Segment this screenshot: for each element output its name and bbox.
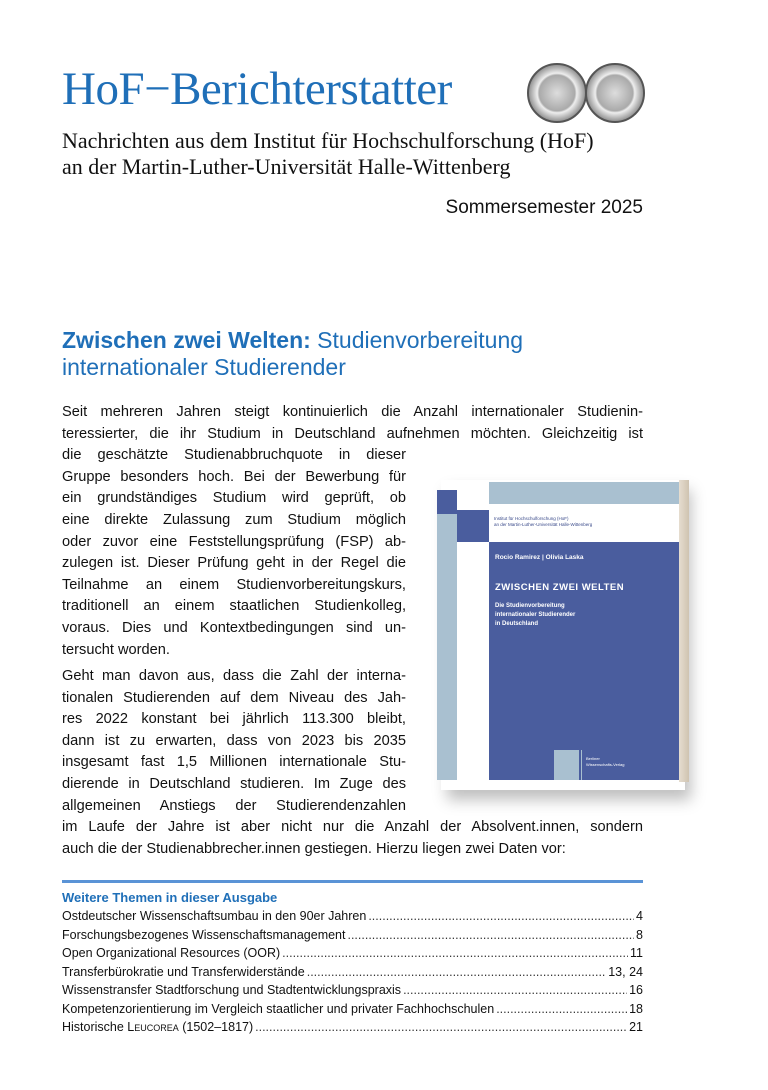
toc-item (62, 907, 643, 926)
toc-item (62, 944, 643, 963)
toc-item-title: Forschungsbezogenes Wissenschaftsmanagement (62, 927, 346, 942)
toc-page-number: 13, 24 (608, 964, 643, 979)
book-subtitle: internationaler Studierender (495, 612, 576, 618)
toc-leader-dots (307, 963, 607, 982)
masthead-title: HoF−Berichterstatter (62, 63, 452, 115)
toc-item-title: Ostdeutscher Wissenschaftsumbau in den 90er Jahren (62, 909, 367, 923)
body-text-line: auch die der Studienabbrecher.innen gestiegen. Hierzu liegen zwei Daten vor: (62, 840, 566, 857)
toc-divider (62, 880, 643, 883)
body-text-line: Gruppe besonders hoch. Bei der Bewerbung für (62, 468, 406, 485)
body-text-line: dann ist zu erwarten, dass von 2023 bis 2035 (62, 732, 406, 749)
toc-item (62, 1018, 643, 1037)
body-text-line: dierende in Deutschland studieren. Im Zuge des (62, 776, 406, 792)
university-seal-icon (527, 63, 587, 123)
table-of-contents (62, 880, 643, 1037)
toc-leader-dots (282, 944, 628, 963)
toc-item (62, 981, 643, 1000)
body-text-line: tionalen Studierenden auf dem Niveau des Jah- (62, 689, 406, 706)
toc-leader-dots (403, 981, 627, 1000)
toc-item-title: Transferbürokratie und Transferwiderstände (62, 964, 305, 979)
masthead-subtitle: an der Martin-Luther-Universität Halle-Wittenberg (62, 154, 511, 179)
university-seal-icon (585, 63, 645, 123)
toc-item-title (62, 1018, 253, 1037)
body-text-line: Geht man davon aus, dass die Zahl der interna- (62, 668, 406, 684)
body-text-line: eine direkte Zulassung zum Studium möglich (62, 512, 406, 528)
masthead-subtitle: Nachrichten aus dem Institut für Hochschulforschung (HoF) (62, 128, 594, 153)
book-cover-image (437, 470, 689, 790)
toc-heading: Weitere Themen in dieser Ausgabe (62, 890, 278, 905)
toc-leader-dots (496, 1000, 627, 1019)
toc-leader-dots (368, 907, 634, 926)
toc-item (62, 1000, 643, 1019)
book-institute: an der Martin-Luther-Universität Halle-Wittenberg (494, 522, 593, 527)
article-title (62, 327, 523, 381)
body-text-line: tersucht worden. (62, 641, 170, 658)
body-text-line: zulegen ist. Dieser Prüfung geht in der Regel die (62, 555, 406, 572)
body-text-line: Seit mehreren Jahren steigt kontinuierlich die Anzahl internationaler Studienin- (62, 404, 643, 420)
toc-item-title-part: Leucorea (127, 1020, 179, 1034)
body-text-line: teressierter, die ihr Studium in Deutschland aufnehmen möchten. Gleichzeitig ist (62, 425, 643, 442)
toc-page-number: 8 (636, 927, 643, 942)
article-title-bold: Zwischen zwei Welten: (62, 327, 311, 353)
book-publisher: Berliner (586, 756, 600, 761)
body-text-line: oder zuvor eine Feststellungsprüfung (FSP) ab- (62, 533, 406, 550)
book-subtitle: Die Studienvorbereitung (495, 603, 565, 609)
book-subtitle: in Deutschland (495, 621, 539, 627)
toc-leader-dots (255, 1018, 627, 1037)
toc-item (62, 963, 643, 982)
toc-item (62, 926, 643, 945)
toc-page-number: 21 (629, 1020, 643, 1034)
article-title-rest: Studienvorbereitung (310, 327, 524, 353)
toc-leader-dots (347, 926, 634, 945)
toc-page-number: 18 (629, 1001, 643, 1016)
book-authors: Rocio Ramirez | Olivia Laska (495, 554, 584, 561)
body-text-line: die geschätzte Studienabbruchquote in dieser (62, 447, 406, 464)
book-institute: Institut für Hochschulforschung (HoF) (494, 516, 569, 521)
body-text-line: voraus. Dies und Kontextbedingungen sind un- (62, 620, 406, 636)
toc-item-title: Open Organizational Resources (OOR) (62, 946, 281, 960)
book-publisher: Wissenschafts-Verlag (586, 762, 625, 767)
article-title-rest: internationaler Studierender (62, 354, 346, 380)
body-text-line: insgesamt fast 1,5 Millionen internationale Stu- (62, 754, 406, 771)
body-text-line: ein grundständiges Studium wird geprüft, ob (62, 490, 406, 507)
toc-page-number: 16 (629, 983, 643, 997)
toc-item-title: Wissenstransfer Stadtforschung und Stadtentwicklungspraxis (62, 983, 402, 997)
toc-item-title: Kompetenzorientierung im Vergleich staatlicher und privater Fachhochschulen (62, 1001, 495, 1016)
body-text-line: res 2022 konstant bei jährlich 113.300 bleibt, (62, 711, 406, 728)
toc-page-number: 4 (636, 909, 643, 923)
toc-item-title-part: (1502–1817) (178, 1020, 254, 1034)
body-text-line: Teilnahme an einem Studienvorbereitungskurs, (62, 576, 406, 593)
body-text-line: im Laufe der Jahre ist aber nicht nur die Anzahl der Absolvent.innen, sondern (62, 819, 643, 836)
semester-label: Sommersemester 2025 (445, 197, 643, 218)
book-title: ZWISCHEN ZWEI WELTEN (495, 582, 625, 593)
toc-page-number: 11 (630, 946, 643, 960)
body-text-line: traditionell an einem staatlichen Studienkolleg, (62, 598, 406, 615)
toc-item-title-part: Historische (62, 1020, 128, 1034)
body-text-line: allgemeinen Anstiegs der Studierendenzahlen (62, 797, 406, 814)
publisher-logo-icon (554, 750, 579, 780)
